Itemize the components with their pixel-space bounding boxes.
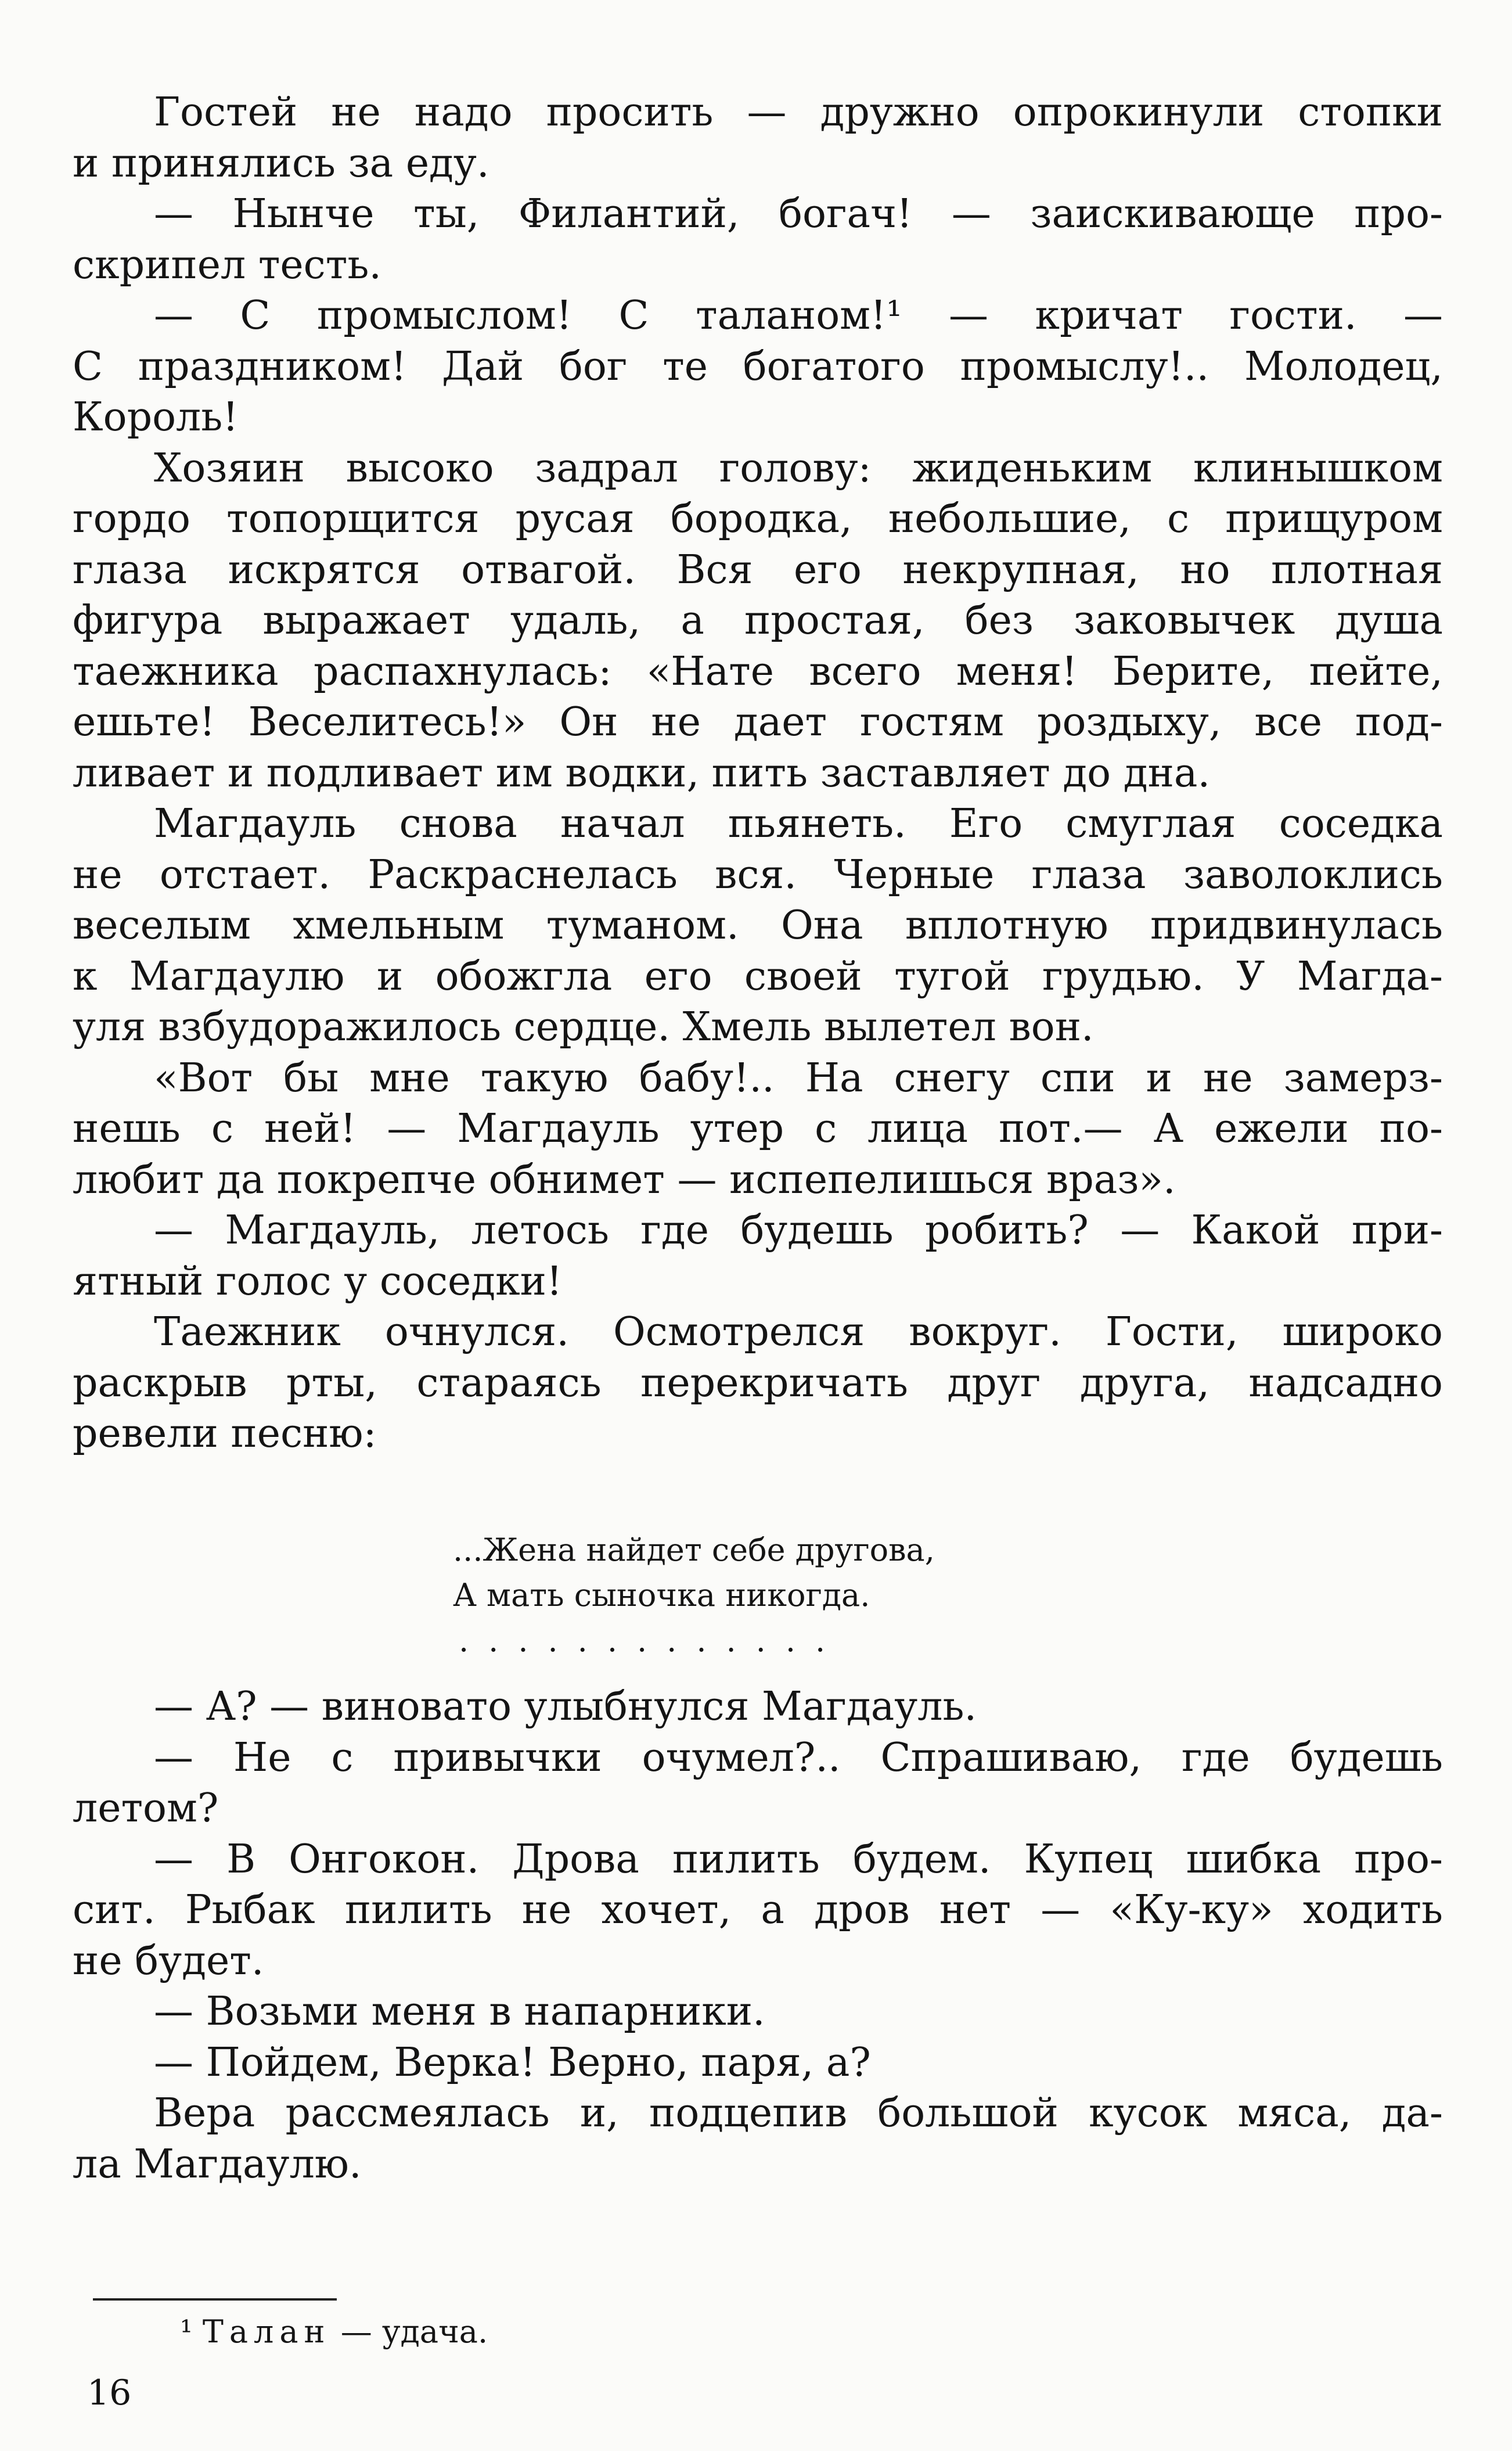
text-line: — А? — виновато улыбнулся Магдауль. xyxy=(154,1684,977,1730)
text-line: не отстает. Раскраснелась вся. Черные глаза заволоклись xyxy=(73,851,1443,898)
text-line: Таежник очнулся. Осмотрелся вокруг. Гости, широко xyxy=(154,1309,1443,1355)
text-line: ревели песню: xyxy=(73,1411,377,1457)
text-line: ливает и подливает им водки, пить заставляет до дна. xyxy=(73,750,1211,796)
text-line: веселым хмельным туманом. Она вплотную придвинулась xyxy=(73,903,1443,948)
text-line: ешьте! Веселитесь!» Он не дает гостям роздыху, все под- xyxy=(73,699,1443,745)
text-line: Гостей не надо просить — дружно опрокинули стопки xyxy=(154,89,1443,135)
text-line: «Вот бы мне такую бабу!.. На снегу спи и не замерз- xyxy=(154,1055,1443,1101)
text-line: Хозяин высоко задрал голову: жиденьким клинышком xyxy=(154,445,1443,491)
text-line: Магдауль снова начал пьянеть. Его смуглая соседка xyxy=(154,801,1443,847)
text-line: — В Онгокон. Дрова пилить будем. Купец шибка про- xyxy=(154,1836,1443,1882)
footnote xyxy=(180,2309,488,2355)
main-text-top xyxy=(73,87,1443,1460)
verse-line-1: ...Жена найдет себе другова, xyxy=(453,1532,935,1568)
text-line: — Магдауль, летось где будешь робить? — Какой при- xyxy=(154,1207,1443,1253)
text-line: — С промыслом! С таланом!¹ — кричат гости. — xyxy=(154,293,1443,339)
text-line: к Магдаулю и обожгла его своей тугой грудью. У Магда- xyxy=(73,953,1443,1000)
text-line: и принялись за еду. xyxy=(73,140,489,186)
footnote-marker: ¹ xyxy=(180,2313,193,2350)
verse-ellipsis-dots: ............. xyxy=(459,1622,845,1659)
song-verse xyxy=(453,1528,1208,1663)
text-line: ла Магдаулю. xyxy=(73,2141,362,2187)
verse-line-2: А мать сыночка никогда. xyxy=(453,1577,870,1613)
text-line: гордо топорщится русая бородка, небольшие, с прищуром xyxy=(73,496,1443,542)
text-line: ятный голос у соседки! xyxy=(73,1258,563,1304)
text-line: — Нынче ты, Филантий, богач! — заискивающе про- xyxy=(154,191,1443,237)
text-line: таежника распахнулась: «Нате всего меня! Берите, пейте, xyxy=(73,648,1443,695)
text-line: любит да покрепче обнимет — испепелишься враз». xyxy=(73,1156,1176,1203)
text-line: летом? xyxy=(73,1785,219,1831)
text-line: Вера рассмеялась и, подцепив большой кусок мяса, да- xyxy=(154,2090,1443,2136)
text-line: уля взбудоражилось сердце. Хмель вылетел вон. xyxy=(73,1004,1094,1050)
text-line: не будет. xyxy=(73,1938,264,1984)
text-line: фигура выражает удаль, а простая, без заковычек душа xyxy=(73,598,1443,644)
footnote-definition: — удача. xyxy=(340,2313,488,2350)
text-line: — Возьми меня в напарники. xyxy=(154,1989,765,2035)
text-line: сит. Рыбак пилить не хочет, а дров нет — «Ку-ку» ходить xyxy=(73,1887,1443,1933)
text-line: — Не с привычки очумел?.. Спрашиваю, где будешь xyxy=(154,1734,1443,1781)
main-text-bottom xyxy=(73,1681,1443,2190)
page-number: 16 xyxy=(87,2373,132,2413)
text-line: Король! xyxy=(73,394,239,440)
text-line: скрипел тесть. xyxy=(73,242,382,288)
footnote-divider xyxy=(93,2298,337,2301)
text-line: нешь с ней! — Магдауль утер с лица пот.— А ежели по- xyxy=(73,1106,1443,1152)
text-line: глаза искрятся отвагой. Вся его некрупная, но плотная xyxy=(73,547,1443,593)
text-line: С праздником! Дай бог те богатого промыслу!.. Молодец, xyxy=(73,343,1443,390)
text-line: — Пойдем, Верка! Верно, паря, а? xyxy=(154,2039,871,2086)
text-line: раскрыв рты, стараясь перекричать друг друга, надсадно xyxy=(73,1360,1443,1406)
footnote-term: Талан xyxy=(202,2313,331,2350)
